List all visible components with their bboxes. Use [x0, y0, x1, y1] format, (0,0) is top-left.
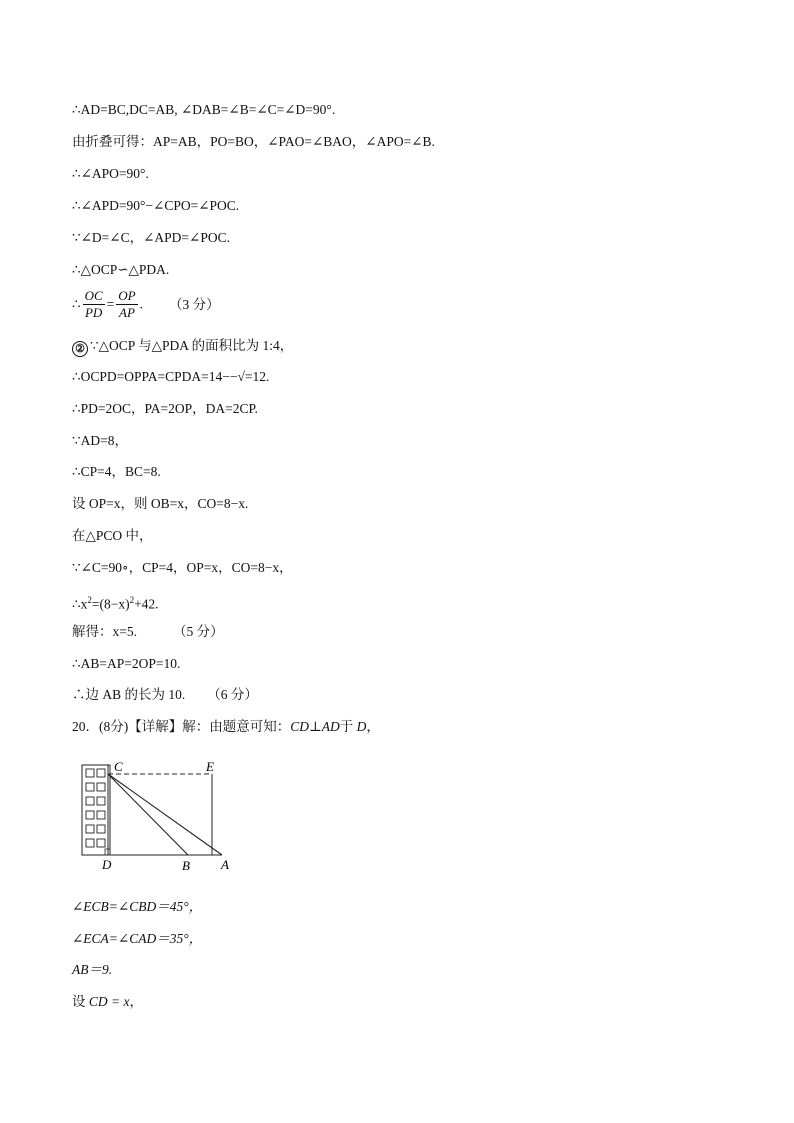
text-line: ∴AB=AP=2OP=10. — [72, 656, 181, 671]
therefore-symbol: ∴ — [72, 296, 81, 312]
label-a: A — [221, 857, 229, 872]
text-line: ∠ECA=∠CAD＝35°， — [72, 931, 203, 946]
text-line: ∴PD=2OC，PA=2OP，DA=2CP. — [72, 401, 258, 416]
fraction-oc-pd: $\frac{OC}{PD}$ — [84, 288, 103, 320]
label-d: D — [102, 857, 112, 872]
fraction-equation: ∴ $\frac{OC}{PD}$ = $\frac{OP}{AP}$ . （3 分） — [72, 288, 220, 320]
text-line: ∵AD=8， — [72, 433, 128, 448]
text-line: ∵∠D=∠C，∠APD=∠POC. — [72, 230, 230, 245]
circled-number: ② — [72, 341, 88, 357]
text-line: ∴AD=BC,DC=AB, ∠DAB=∠B=∠C=∠D=90°. — [72, 102, 336, 117]
text-line: 在△PCO 中， — [72, 528, 153, 543]
fraction-op-ap: $\frac{OP}{AP}$ — [118, 288, 136, 320]
label-e: E — [206, 759, 214, 774]
score-label: （3 分） — [169, 296, 220, 312]
score-label: （6 分） — [207, 687, 258, 702]
text-line: 由折叠可得：AP=AB，PO=BO，∠PAO=∠BAO，∠APO=∠B. — [72, 134, 435, 149]
text-line: AB＝9. — [72, 962, 113, 977]
building — [82, 765, 110, 855]
text-line: ∴OCPD=OPPA=CPDA=14−−√=12. — [72, 369, 270, 384]
text-line: ∴∠APD=90°−∠CPO=∠POC. — [72, 198, 240, 213]
text-line: ∴边 AB 的长为 10. （6 分） — [72, 687, 258, 702]
text-line: ∠ECB=∠CBD＝45°， — [72, 899, 203, 914]
segment-ca — [108, 774, 222, 855]
text-line: ∴△OCP∽△PDA. — [72, 262, 170, 277]
text-line: ② ∵△OCP 与△PDA 的面积比为 1:4， — [72, 337, 293, 357]
segment-cb — [108, 774, 188, 855]
label-b: B — [182, 858, 190, 873]
text-line: ∴∠APO=90°. — [72, 166, 149, 181]
score-label: （5 分） — [173, 624, 224, 639]
geometry-figure — [70, 755, 240, 875]
text-line: 设 OP=x，则 OB=x，CO=8−x. — [72, 496, 249, 511]
label-c: C — [114, 759, 123, 774]
text-line: ∵∠C=90∘，CP=4，OP=x，CO=8−x， — [72, 560, 293, 575]
text-line: 设 CD = x， — [72, 994, 143, 1009]
text-line: ∴CP=4，BC=8. — [72, 464, 161, 479]
text-line: 解得：x=5. （5 分） — [72, 624, 224, 639]
equation-line: $\therefore x^2=(8-x)^2+42$. — [72, 595, 159, 612]
problem-heading: 20．(8分)【详解】解：由题意可知：CD⊥AD于 D， — [72, 719, 380, 734]
